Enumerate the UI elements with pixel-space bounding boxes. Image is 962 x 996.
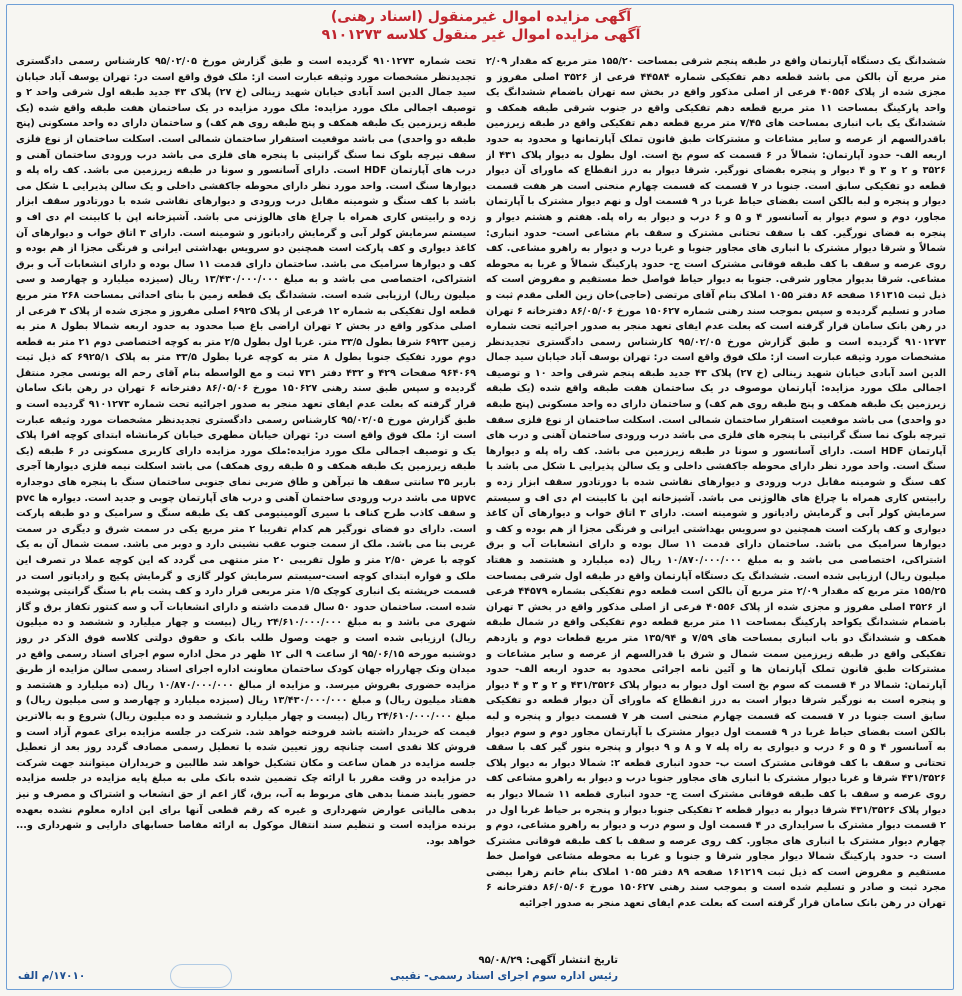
column-right (486, 54, 946, 966)
column-left (16, 54, 476, 966)
reference-code: ۱۷۰۱۰/م الف (18, 970, 86, 982)
text-columns (16, 54, 946, 966)
column-right-text: ششدانگ یک دستگاه آپارتمان واقع در طبقه پنجم شرقی بمساحت ۱۵۵/۲۰ متر مربع که مقدار ۲/۰۹ متر مربع آن بالکن می باشد قطعه دهم تفکیکی شماره ۴۴۵۸۴ فرعی از ۳۵۲۶ اصلی مفروز و مجزی شده از پلاک ۴۰۵۵۶ فرعی از اصلی مذکور واقع در بخش سه تهران باضمام ششدانگ یک واحد پارکینگ بمساحت ۱۱ متر مربع قطعه دهم تفکیکی واقع در جنوب شرقی طبقه همکف و ششدانگ یک باب انباری بمساحت های ۷/۴۵ متر مربع قطعه دهم تفکیکی واقع در طبقه زیرزمین باقدرالسهم از عرصه و سایر مشاعات و مشترکات طبق قانون تملک آپارتمانها و محدود به حدود اربعه الف- حدود آپارتمان: شمالاً در ۶ قسمت که سوم بخ است. اول بطول به دیوار پلاک ۴۳۱ از ۳۵۲۶ و ۲ و ۳ و ۴ دیوار و پنجره بفضای نورگیر. شرقا دیوار به درز انقطاع که ماورای آن دیوار قطعه دو تفکیکی سابق است. جنوبا در ۷ قسمت که قسمت چهارم منحنی است هر هفت قسمت دیوار و پنجره و لبه بالکن است بفضای حیاط غربا در ۹ قسمت اول و نهم دیوار مشترک با آپارتمان مجاور، دوم و سوم دیوار به آسانسور ۴ و ۵ و ۶ درب و دیوار به راه پله. هفتم و هشتم دیوار و پنجره به فضای نورگیر. کف با سقف تحتانی مشترک و سقف بام مشاعی است- حدود انباری: شمالاً و شرقا دیوار مشترک با انباری های مجاور جنوبا و غربا درب و دیوار به راهرو مشاعی. کف روی عرصه و سقف با کف طبقه فوقانی مشترک است ج- حدود پارکینگ شمالاً و غربا به محوطه مشاعی. شرقا بدیوار مجاور شرقی. جنوبا به دیوار حیاط فواصل خط مستقیم و مفروض است که ذیل ثبت ۱۶۱۳۱۵ صفحه ۸۶ دفتر ۱۰۵۵ املاک بنام آقای مرتضی (حاجی)خان زین العلی مقدم ثبت و صادر و تسلیم گردیده و سپس بموجب سند رهنی شماره ۱۵۰۶۲۷ مورخ ۸۶/۰۵/۰۶ دفترخانه ۶ تهران در رهن بانک سامان قرار گرفته است که بعلت عدم ایفای تعهد منجر به صدور اجرائیه تحت شماره ۹۱۰۱۲۷۳ گردیده است و طبق گزارش مورخ ۹۵/۰۲/۰۵ کارشناس رسمی دادگستری تجدیدنظر مشخصات مورد وثیقه عبارت است از: ملک فوق واقع است در: تهران بوسف آباد خیابان سید جمال الدین اسد آبادی خیابان شهید زینالی (خ ۲۷) پلاک ۴۳ جدید طبقه پنجم شرقی واحد ۱۰ و توصیف اجمالی ملک مورد مزایده: آپارتمان موصوف در یک ساختمان هفت طبقه واقع شده (یک طبقه زیرزمین یک طبقه همکف و پنج طبقه روی هم کف) و ساختمان دارای ده واحد مسکونی (پنج طبقه دو واحدی) می باشد موقعیت استقرار ساختمان شمالی است. اسکلت ساختمان از نوع فلزی سقف تیرچه بلوک نما سنگ گرانیتی با پنجره های فلزی می باشد درب ورودی ساختمان آهنی و درب های آپارتمان HDF است. دارای آسانسور و سونا در طبقه زیرزمین می باشد. کف راه پله و دیوارها سنگ است. واحد مورد نظر دارای محوطه جاکفشی داخلی و یک سالن پذیرایی L شکل می باشد با کف سنگ و شومینه مقابل درب ورودی و دیوارهای نقاشی شده با دورتادور سقف ابزار زده و رابیتس کاری همراه با چراغ های هالوژنی می باشد. آشپزخانه اپن با کابینت ام دی اف و سیستم سرمایش کولر آبی و گرمایش رادیاتور و شومینه است. دارای ۳ اتاق خواب و دیوارهای آن کاغذ دیواری و کف پارکت است همچنین دو سرویس بهداشتی ایرانی و فرنگی مجزا از هم بوده و کف و دیوارها سرامیک می باشد. ساختمان دارای قدمت ۱۱ سال بوده و دارای انشعابات آب و برق اشتراکی، اختصاصی می باشد و به مبلغ ۱۰/۸۷۰/۰۰۰/۰۰۰ ریال (ده میلیارد و هشتصد و هفتاد میلیون ریال) ارزیابی شده است. ششدانگ یک دستگاه آپارتمان واقع در طبقه اول شرقی بمساحت ۱۵۵/۲۵ متر مربع که مقدار ۲/۰۹ متر مربع آن بالکن است قطعه دوم تفکیکی بشماره ۴۴۵۷۹ فرعی از ۳۵۲۶ اصلی مفروز و مجزی شده از پلاک ۴۰۵۵۶ فرعی از اصلی مذکور واقع در بخش ۳ تهران باضمام ششدانگ یکواحد پارکینگ بمساحت ۱۱ متر مربع قطعه دوم تفکیکی واقع در شمال طبقه همکف و ششدانگ دو باب انباری بمساحت های ۷/۵۹ و ۱۳۵/۹۴ متر مربع قطعات دوم و یازدهم تفکیکی واقع در طبقه زیرزمین سمت شمال و شرق با قدرالسهم از عرصه و سایر مشاعات و مشترکات طبق قانون تملک آپارتمان ها و آئین نامه اجرائی محدود به حدود اربعه الف- حدود آپارتمان: شمالا در ۴ قسمت که سوم بخ است اول دیوار به دیوار پلاک ۴۳۱/۳۵۲۶ و ۲ و ۳ و ۴ دیوار و پنجره است به نورگیر شرقا دیوار است به درز انقطاع که ماورای آن دیوار قطعه دو تفکیکی سابق است جنوبا در ۷ قسمت که قسمت چهارم منحنی است هر ۷ قسمت دیوار و پنجره و لبه بالکن است بفضای حیاط غربا در ۹ قسمت اول دیوار مشترک با آپارتمان مجاور دوم و سوم دیوار به آسانسور ۴ و ۵ و ۶ درب و دیوارى به راه پله ۷ و ۸ و ۹ دیوار و پنجره بنور گیر کف با سقف تحتانی و سقف با کف فوقانی مشترک است ب- حدود انباری قطعه ۲: شمالا دیوار به دیوار پلاک ۴۳۱/۳۵۲۶ شرقا و غربا دیوار مشترک با انباری های مجاور جنوبا درب و دیوار به راهرو مشاعی کف روی عرصه و سقف با کف طبقه فوقانی مشترک است ج- حدود انباری قطعه ۱۱ شمالا دیوار به دیوار پلاک ۴۳۱/۳۵۲۶ شرقا دیوار به دیوار قطعه ۲ تفکیکی جنوبا دیوار و پنجره بر حیاط غربا اول در ۲ قسمت دیوار مشترک با سرایداری در ۴ قسمت اول و سوم درب و دیوار به راهرو مشاعی، دوم و چهارم دیوار مشترک با انباری های مجاور. کف روی عرصه و سقف با کف طبقه فوقانی مشترک است د- حدود پارکینگ شمالا دیوار مجاور شرقا و جنوبا و غربا به محوطه مشاعی فواصل خط مستقیم و مفروض است که ذیل ثبت ۱۶۱۲۱۹ صفحه ۸۹ دفتر ۱۰۵۵ املاک بنام خانم زهرا بیضی مجرد ثبت و صادر و تسلیم شده است و بموجب سند رهنی ۱۵۰۶۲۷ مورخ ۸۶/۰۵/۰۶ دفترخانه ۶ تهران در رهن بانک سامان قرار گرفته است که بعلت عدم ایفای تعهد منجر به صدور اجرائیه (486, 56, 946, 910)
footer-row (18, 968, 618, 984)
column-left-text: تحت شماره ۹۱۰۱۲۷۳ گردیده است و طبق گزارش مورخ ۹۵/۰۲/۰۵ کارشناس رسمی دادگستری تجدیدنظر مشخصات مورد وثیقه عبارت است از: ملک فوق واقع است در: تهران یوسف آباد خیابان سید جمال الدین اسد آبادی خیابان شهید زینالی (خ ۲۷) پلاک ۴۳ جدید طبقه اول شرقی واحد ۲ و توصیف اجمالی ملک مورد مزایده: ملک مورد مزایده در یک ساختمان هفت طبقه واقع شده (یک طبقه زیرزمین یک طبقه همکف و پنج طبقه روی هم کف) و ساختمان دارای ده واحد مسکونی (پنج طبقه دو واحدی) می باشد موقعیت استقرار ساختمان شمالی است. اسکلت ساختمان از نوع فلزی سقف تیرچه بلوک نما سنگ گرانیتی با پنجره های فلزی می باشد درب ورودی ساختمان آهنی و درب های آپارتمان HDF است. دارای آسانسور و سونا در طبقه زیرزمین می باشد. کف راه پله و دیوارها سنگ است. واحد مورد نظر دارای محوطه جاکفشی داخلی و یک سالن پذیرایی L شکل می باشد با کف سنگ و شومینه مقابل درب ورودی و دیوارهای نقاشی شده با دورتادور سقف ابزار زده و رابیتس کاری همراه با چراغ های هالوژنی می باشد. آشپزخانه اپن با کابینت ام دی اف و سیستم سرمایش کولر آبی و گرمایش رادیاتور و شومینه است. دارای ۳ اتاق خواب و دیوارهای آن کاغذ دیواری و کف پارکت است همچنین دو سرویس بهداشتی ایرانی و فرنگی مجزا از هم بوده و کف و دیوارها سرامیک می باشد. ساختمان دارای قدمت ۱۱ سال بوده و دارای انشعابات آب و برق اشتراکی، اختصاصی می باشد و به مبلغ ۱۳/۴۳۰/۰۰۰/۰۰۰ ریال (سیزده میلیارد و چهارصد و سی میلیون ریال) ارزیابی شده است. ششدانگ یک قطعه زمین با بنای احداثی بمساحت ۲۶۸ متر مربع قطعه اول تفکیکی به شماره ۱۲ فرعی از پلاک ۶۹۲۵ اصلی مفروز و مجزی شده از پلاک ۳ فرعی از اصلی مذکور واقع در بخش ۲ تهران اراضی باغ صبا محدود به حدود اربعه شمالا بطول ۸ متر به زمین ۶۹۲۳ شرقا بطول ۳۳/۵ متر. غربا اول بطول ۲/۵ متر به کوچه اختصاصی دوم ۲۱ متر به قطعه دوم مورد تفکیک جنوبا بطول ۸ متر به کوچه غربا بطول ۳۳/۵ متر به پلاک ۶۹۲۵/۱ که ذیل ثبت ۹۶۴۰۶۹ صفحات ۴۲۹ و ۴۳۲ دفتر ۷۳۱ ثبت و مع الواسطه بنام آقای رحم اله یونسی مجرد منتقل گردیده و سپس طبق سند رهنی ۱۵۰۶۲۷ مورخ ۸۶/۰۵/۰۶ دفترخانه ۶ تهران در رهن بانک سامان قرار گرفته که بعلت عدم ایفای تعهد منجر به صدور اجرائیه تحت شماره ۹۱۰۱۲۷۳ گردیده است و طبق گزارش مورخ ۹۵/۰۲/۰۵ کارشناس رسمی دادگستری تجدیدنظر مشخصات مورد وثیقه عبارت است از: ملک فوق واقع است در: تهران خیابان مطهری خیابان کرمانشاه ابتدای کوچه افرا پلاک یک و توصیف اجمالی ملک مورد مزایده:ملک مورد مزایده دارای کاربری مسکونی در ۶ طبقه (یک طبقه زیرزمین یک طبقه همکف و ۵ طبقه روی همکف) می باشد اسکلت نیمه فلزی دیوارها آجری باربر ۳۵ سانتی سقف ها تیرآهن و طاق ضربی نمای جنوبی ساختمان سنگ با پنجره های دوجداره upvc می باشد درب ورودی ساختمان آهنی و درب های آپارتمان چوبی و جدید است. دیواره ها pvc و سقف کاذب طرح کناف با سیری آلومینیومی کف یک طبقه سنگ و سرامیک و دو طبقه پارکت است. دارای دو فضای نورگیر هم کدام تقریبا ۲ متر مربع یکی در سمت شرق و دیگری در سمت غربی بنا می باشد. ملک از سمت جنوب عقب نشینی دارد و دوبر می باشد. سمت شمال آن به یک کوچه با عرض ۲/۵۰ متر و طول تقریبی ۲۰ متر منتهی می گردد که این کوچه عملا در تصرف این ملک و فواره ابتدای کوچه است-سیستم سرمایش کولر گازی و گرمایش پکیج و رادیاتور است در قسمت خرپشته یک انباری کوچک ۱/۵ متر مربعی قرار دارد و کف پشت بام با سنگ گرانیتی پوشیده شده است. ساختمان حدود ۵۰ سال قدمت داشته و دارای انشعابات آب و سه کنتور تکفاز برق و گاز شهری می باشد و به مبلغ ۲۴/۶۱۰/۰۰۰/۰۰۰ ریال (بیست و چهار میلیارد و ششصد و ده میلیون ریال) ارزیابی شده است و جهت وصول طلب بانک و حقوق دولتی کلاسه فوق الذکر در روز دوشنبه مورخه ۹۵/۰۶/۱۵ از ساعت ۹ الی ۱۲ ظهر در محل اداره سوم اجرای اسناد رسمی واقع در میدان ونک چهارراه جهان کودک ساختمان معاونت اداره اجرای اسناد رسمی سالن مزایده از طریق مزایده حضوری بفروش میرسد. و مزایده از مبالغ ۱۰/۸۷۰/۰۰۰/۰۰۰ ریال (ده میلیارد و هشتصد و هفتاد میلیون ریال) و مبلغ ۱۳/۴۳۰/۰۰۰/۰۰۰ ریال (سیزده میلیارد و چهارصد و سی میلیون ریال) و مبلغ ۲۴/۶۱۰/۰۰۰/۰۰۰ ریال (بیست و چهار میلیارد و ششصد و ده میلیون ریال) شروع و به بالاترین قیمت که خریدار داشته باشد فروخته خواهد شد. شرکت در جلسه مزایده برای عموم آزاد است و فروش کلا نقدی است چنانچه روز تعیین شده با تعطیل رسمی مصادف گردد روز بعد از تعطیل جلسه مزایده در همان ساعت و مکان تشکیل خواهد شد طالبین و خریداران میتوانند جهت شرکت در مزایده در وقت مقرر با ارائه چک تضمین شده بانک ملی به مبلغ پایه مزایده در جلسه مزایده حضور یابند ضمنا بدهی های مربوط به آب، برق، گاز اعم از حق انشعاب و اشتراک و مصرف و نیز بدهی مالیاتی عوارض شهرداری و غیره که رقم قطعی آنها برای این اداره معلوم نشده بعهده برنده مزایده است و تنظیم سند انتقال موکول به ارائه مفاصا حسابهای دارایی و شهرداری و... خواهد بود. (16, 56, 476, 847)
title-main: آگهی مزایده اموال غیرمنقول (اسناد رهنی) (330, 9, 632, 25)
publish-date: تاریخ انتشار آگهی: ۹۵/۰۸/۲۹ (478, 955, 618, 966)
title-sub: آگهی مزایده اموال غیر منقول کلاسه ۹۱۰۱۲۷۳ (321, 27, 641, 43)
header (0, 8, 962, 44)
footer (18, 954, 618, 984)
stamp-mark (170, 964, 232, 988)
signature: رئیس اداره سوم اجرای اسناد رسمی- نقیبی (389, 970, 618, 982)
